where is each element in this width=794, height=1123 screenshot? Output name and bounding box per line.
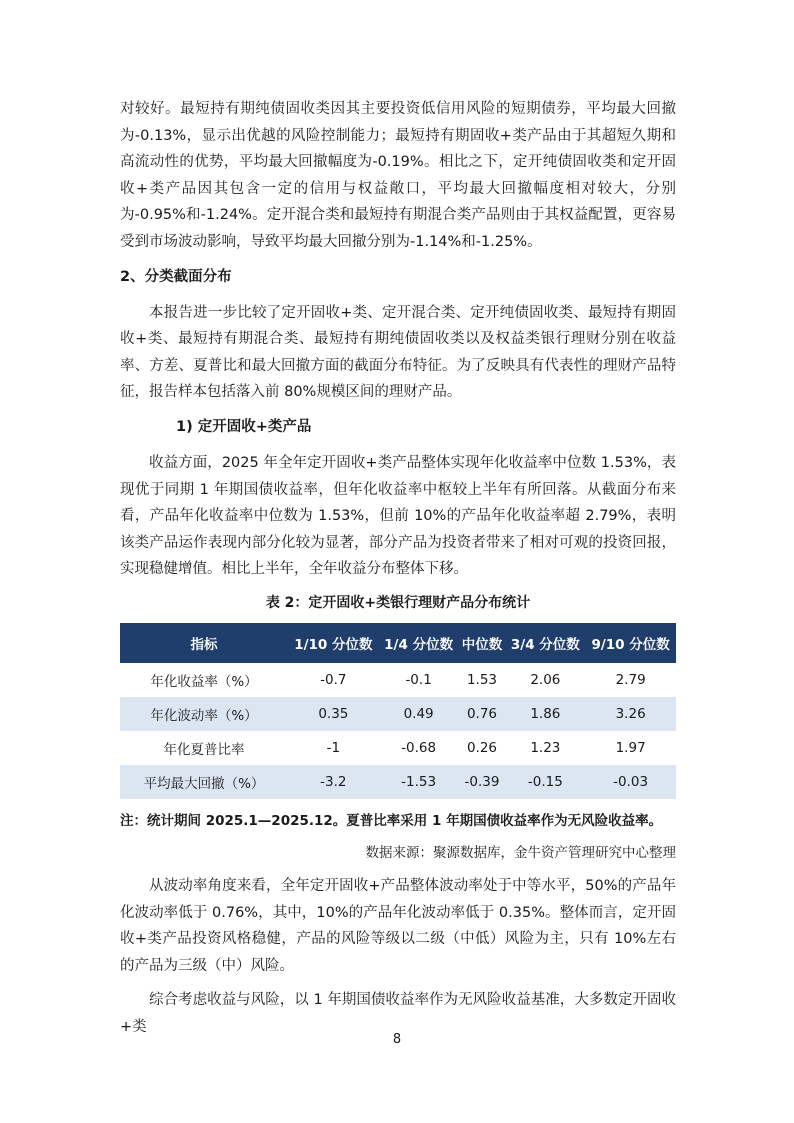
data-source: 数据来源：聚源数据库，金牛资产管理研究中心整理 [365, 844, 676, 861]
table-cell: 0.76 [459, 697, 506, 731]
row-label: 年化波动率（%） [120, 697, 288, 731]
table-cell: 2.79 [615, 671, 646, 688]
table-cell: -0.03 [585, 765, 676, 799]
table-cell: -1 [326, 739, 341, 756]
table-cell: -0.39 [459, 765, 506, 799]
row-label: 年化夏普比率 [163, 741, 245, 758]
table-cell: 0.26 [466, 739, 498, 756]
header-cell: 3/4 分位数 [505, 623, 585, 663]
page-number: 8 [392, 1032, 402, 1047]
paragraph-returns: 收益方面，2025 年全年定开固收+类产品整体实现年化收益率中位数 1.53%，表现优于同期 1 年期国债收益率，但年化收益率中枢较上半年有所回落。从截面分布来看，产品年化收益率中位数为 1.53%，但前 10%的产品年化收益率超 2.79%，表明该类产品运作表现内部分化较为显著，部分产品为投资者带来了相对可观的投资回报，实现稳健增值。相比上半年，全年收益分布整体下移。 [120, 454, 676, 578]
page-content [120, 96, 676, 1048]
table-cell: 1.53 [466, 671, 498, 688]
header-cell: 1/4 分位数 [379, 623, 459, 663]
table-row [120, 663, 676, 697]
table-row [120, 731, 676, 765]
row-label: 平均最大回撤（%） [120, 765, 288, 799]
table-cell: -0.1 [405, 671, 432, 688]
table-row [120, 697, 676, 731]
table-cell: 0.35 [288, 697, 379, 731]
table-cell: -0.68 [401, 739, 437, 756]
table-cell: 2.06 [530, 671, 561, 688]
section-heading: 2、分类截面分布 [120, 268, 232, 285]
paragraph-cross-section-intro: 本报告进一步比较了定开固收+类、定开混合类、定开纯债固收类、最短持有期固收+类、最短持有期混合类、最短持有期纯债固收类以及权益类银行理财分别在收益率、方差、夏普比和最大回撤方面的截面分布特征。为了反映具有代表性的理财产品特征，报告样本包括落入前 80%规模区间的理财产品。 [120, 304, 676, 401]
table-cell: -3.2 [288, 765, 379, 799]
table-cell: 1.23 [530, 739, 561, 756]
distribution-table [120, 623, 676, 799]
header-cell: 指标 [120, 623, 288, 663]
header-cell: 1/10 分位数 [288, 623, 379, 663]
paragraph-max-drawdown: 对较好。最短持有期纯债固收类因其主要投资低信用风险的短期债券，平均最大回撤为-0.13%，显示出优越的风险控制能力；最短持有期固收+类产品由于其超短久期和高流动性的优势，平均最大回撤幅度为-0.19%。相比之下，定开纯债固收类和定开固收+类产品因其包含一定的信用与权益敞口，平均最大回撤幅度相对较大，分别为-0.95%和-1.24%。定开混合类和最短持有期混合类产品则由于其权益配置，更容易受到市场波动影响，导致平均最大回撤分别为-1.14%和-1.25%。 [120, 101, 676, 250]
table-row [120, 765, 676, 799]
table-cell: -1.53 [379, 765, 459, 799]
table-cell: -0.7 [320, 671, 347, 688]
subsection-heading: 1) 定开固收+类产品 [176, 418, 312, 435]
header-cell: 中位数 [459, 623, 506, 663]
table-note: 注：统计期间 2025.1—2025.12。夏普比率采用 1 年期国债收益率作为无风险收益率。 [120, 812, 663, 829]
table-header-row [120, 623, 676, 663]
table-cell: 0.49 [379, 697, 459, 731]
header-cell: 9/10 分位数 [585, 623, 676, 663]
paragraph-risk-return: 综合考虑收益与风险，以 1 年期国债收益率作为无风险收益基准，大多数定开固收+类 [120, 992, 676, 1035]
row-label: 年化收益率（%） [150, 673, 258, 690]
table-cell: 3.26 [585, 697, 676, 731]
table-title: 表 2：定开固收+类银行理财产品分布统计 [265, 594, 531, 611]
table-cell: -0.15 [505, 765, 585, 799]
paragraph-volatility: 从波动率角度来看，全年定开固收+产品整体波动率处于中等水平，50%的产品年化波动率低于 0.76%，其中，10%的产品年化波动率低于 0.35%。整体而言，定开固收+类产品投资风格稳健，产品的风险等级以二级（中低）风险为主，只有 10%左右的产品为三级（中）风险。 [120, 877, 676, 974]
table-cell: 1.86 [505, 697, 585, 731]
table-cell: 1.97 [615, 739, 646, 756]
